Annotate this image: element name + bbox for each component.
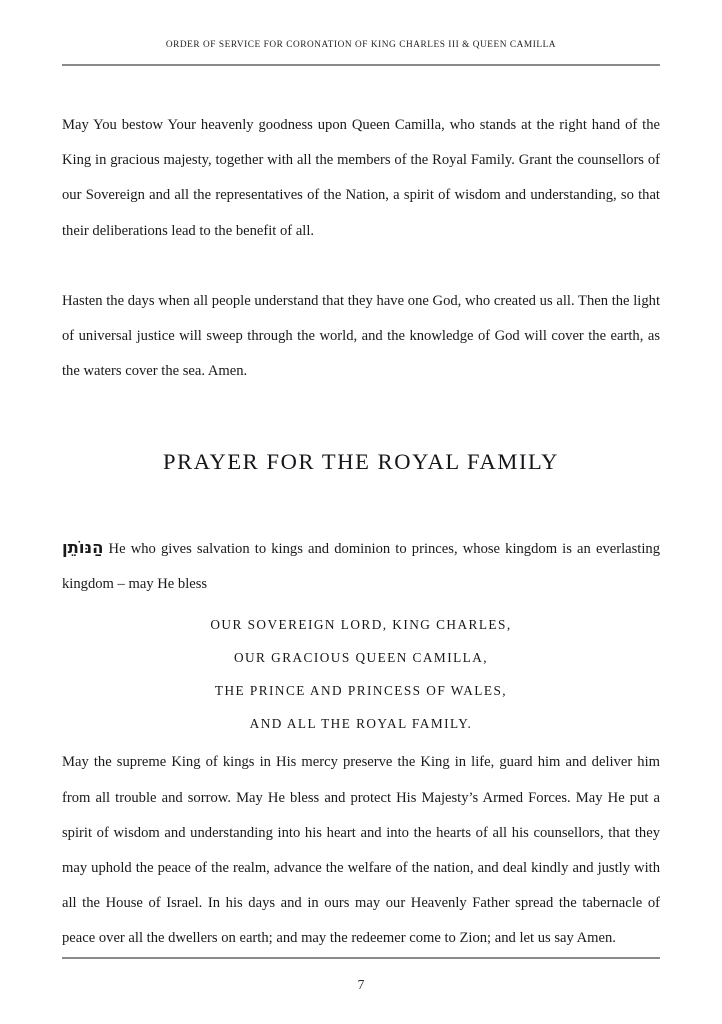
- royal-family-roll-call: [62, 608, 660, 740]
- running-header: ORDER OF SERVICE FOR CORONATION OF KING CHARLES III & QUEEN CAMILLA: [165, 40, 557, 50]
- paragraph-hasten-the-days: Hasten the days when all people understand that they have one God, who created us all. Then the light of universal justice will sweep through the world, and the knowledge of God will cover the earth, as the waters cover the sea. Amen.: [62, 292, 660, 380]
- list-item: THE PRINCE AND PRINCESS OF WALES,: [214, 683, 508, 699]
- heading-spacer-bottom: [62, 474, 660, 530]
- footer-rule: [62, 957, 660, 959]
- page-number: 7: [357, 977, 365, 992]
- hanoten-intro-text: He who gives salvation to kings and dominion to princes, whose kingdom is an everlasting kingdom – may He bless: [62, 540, 660, 593]
- list-item: OUR SOVEREIGN LORD, KING CHARLES,: [210, 617, 512, 633]
- paragraph-supreme-king-of-kings: May the supreme King of kings in His mercy preserve the King in life, guard him and deliver him from all trouble and sorrow. May He bless and protect His Majesty’s Armed Forces. May He put a spirit of wisdom and understanding into his heart and into the hearts of all his counsellors, that they may uphold the peace of the realm, advance the welfare of the nation, and deal kindly and justly with all the House of Israel. In his days and in ours may our Heavenly Father spread the tabernacle of peace over all the dwellers on earth; and may the redeemer come to Zion; and let us say Amen.: [62, 754, 660, 947]
- page-content: [62, 108, 660, 957]
- heading-spacer-top: [62, 389, 660, 451]
- list-item: AND ALL THE ROYAL FAMILY.: [249, 716, 473, 732]
- hebrew-word-hanoten: הַנּוֹתֵן: [62, 537, 104, 557]
- paragraph-queen-camilla-blessing: May You bestow Your heavenly goodness upon Queen Camilla, who stands at the right hand of the King in gracious majesty, together with all the members of the Royal Family. Grant the counsellors of our Sovereign and all the representatives of the Nation, a spirit of wisdom and understanding, so that their deliberations lead to the benefit of all.: [62, 117, 660, 239]
- paragraph-spacer: [62, 249, 660, 284]
- section-heading-prayer-for-the-royal-family: PRAYER FOR THE ROYAL FAMILY: [162, 449, 559, 475]
- list-item: OUR GRACIOUS QUEEN CAMILLA,: [233, 650, 489, 666]
- paragraph-hanoten-intro: [62, 530, 660, 602]
- header-rule: [62, 64, 660, 66]
